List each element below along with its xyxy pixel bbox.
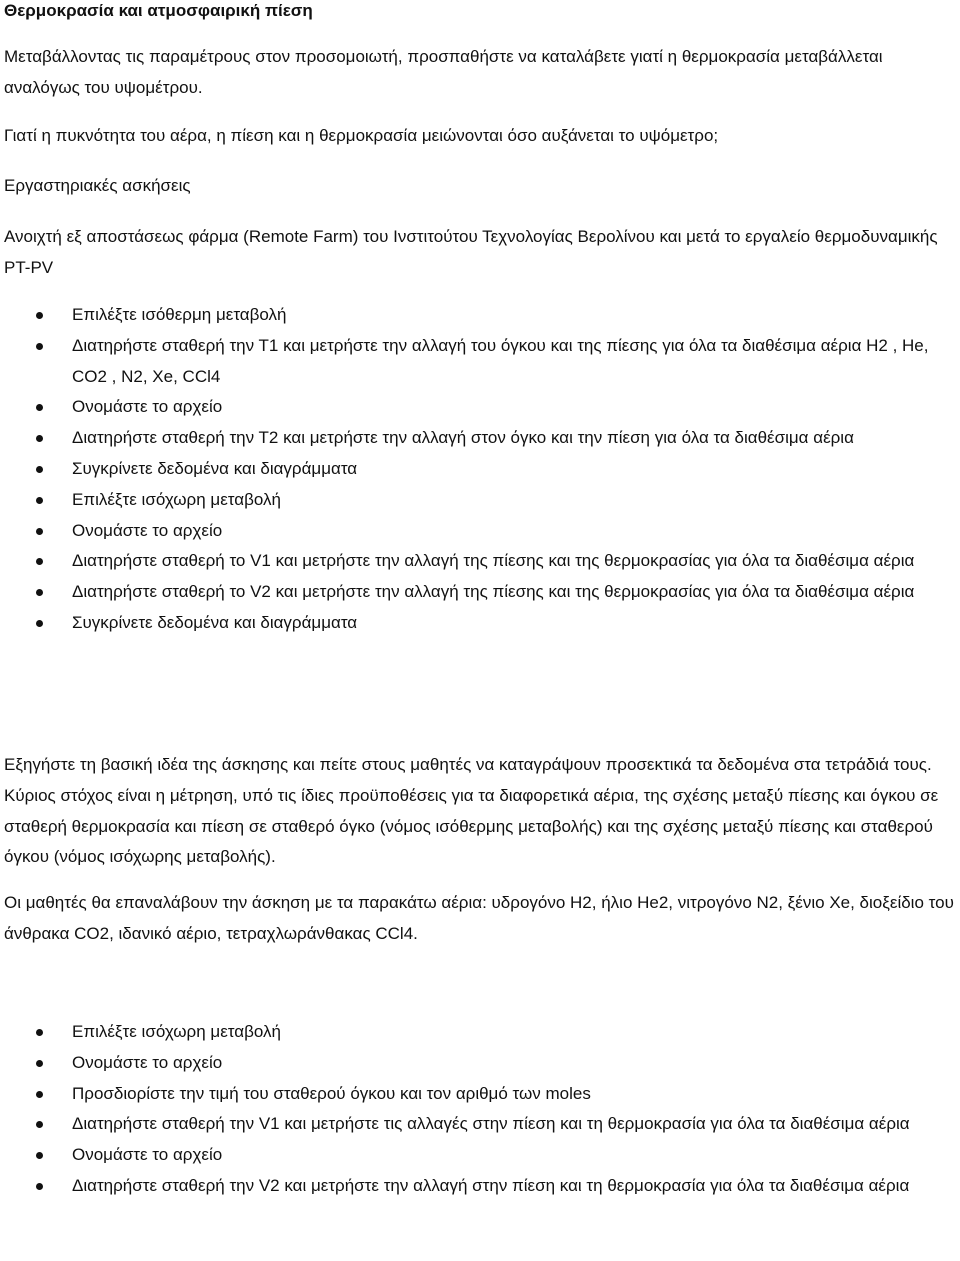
bullet-icon [36, 497, 43, 504]
list-item: Ονομάστε το αρχείο [0, 1140, 958, 1171]
bullet-icon [36, 620, 43, 627]
lab-intro-paragraph: Ανοιχτή εξ αποστάσεως φάρμα (Remote Farm) του Ινστιτούτου Τεχνολογίας Βερολίνου και μετά το εργαλείο θερμοδυναμικής PT-PV [4, 227, 938, 277]
bullet-icon [36, 1091, 43, 1098]
list-item: Ονομάστε το αρχείο [0, 516, 958, 547]
bullet-icon [36, 312, 43, 319]
list-item: Διατηρήστε σταθερή το V1 και μετρήστε την αλλαγή της πίεσης και της θερμοκρασίας για όλα τα διαθέσιμα αέρια [0, 546, 958, 577]
list-item: Διατηρήστε σταθερή το V2 και μετρήστε την αλλαγή της πίεσης και της θερμοκρασίας για όλα τα διαθέσιμα αέρια [0, 577, 958, 608]
list-item: Επιλέξτε ισόχωρη μεταβολή [0, 485, 958, 516]
lab-heading: Εργαστηριακές ασκήσεις [4, 176, 191, 195]
bullet-icon [36, 1060, 43, 1067]
list-item: Διατηρήστε σταθερή την V2 και μετρήστε την αλλαγή στην πίεση και τη θερμοκρασία για όλα τα διαθέσιμα αέρια [0, 1171, 958, 1202]
exercise-list-2 [0, 1017, 958, 1202]
bullet-icon [36, 343, 43, 350]
list-item: Επιλέξτε ισόθερμη μεταβολή [0, 300, 958, 331]
list-item: Προσδιορίστε την τιμή του σταθερού όγκου και τον αριθμό των moles [0, 1079, 958, 1110]
bullet-icon [36, 404, 43, 411]
bullet-icon [36, 1152, 43, 1159]
intro-paragraph: Μεταβάλλοντας τις παραμέτρους στον προσομοιωτή, προσπαθήστε να καταλάβετε γιατί η θερμοκρασία μεταβάλλεται αναλόγως του υψομέτρου. [4, 47, 883, 97]
bullet-icon [36, 1121, 43, 1128]
bullet-icon [36, 528, 43, 535]
bullet-icon [36, 435, 43, 442]
list-item: Ονομάστε το αρχείο [0, 392, 958, 423]
list-item: Επιλέξτε ισόχωρη μεταβολή [0, 1017, 958, 1048]
page-title: Θερμοκρασία και ατμοσφαιρική πίεση [4, 1, 313, 20]
bullet-icon [36, 1029, 43, 1036]
bullet-icon [36, 558, 43, 565]
list-item: Συγκρίνετε δεδομένα και διαγράμματα [0, 454, 958, 485]
list-item: Διατηρήστε σταθερή την V1 και μετρήστε τις αλλαγές στην πίεση και τη θερμοκρασία για όλα τα διαθέσιμα αέρια [0, 1109, 958, 1140]
bullet-icon [36, 466, 43, 473]
explanation-paragraph: Εξηγήστε τη βασική ιδέα της άσκησης και πείτε στους μαθητές να καταγράψουν προσεκτικά τα δεδομένα στα τετράδιά τους. Κύριος στόχος είναι η μέτρηση, υπό τις ίδιες προϋποθέσεις για τα διαφορετικά αέρια, της σχέσης μεταξύ πίεσης και όγκου σε σταθερή θερμοκρασία και πίεση σε σταθερό όγκο (νόμος ισόθερμης μεταβολής) και της σχέσης μεταξύ πίεσης και σταθερού όγκου (νόμος ισόχωρης μεταβολής). [4, 755, 939, 867]
list-item: Διατηρήστε σταθερή την Τ2 και μετρήστε την αλλαγή στον όγκο και την πίεση για όλα τα διαθέσιμα αέρια [0, 423, 958, 454]
bullet-icon [36, 1183, 43, 1190]
question-paragraph: Γιατί η πυκνότητα του αέρα, η πίεση και η θερμοκρασία μειώνονται όσο αυξάνεται το υψόμετρο; [4, 126, 719, 145]
bullet-icon [36, 589, 43, 596]
exercise-list-1 [0, 300, 958, 639]
list-item: Διατηρήστε σταθερή την Τ1 και μετρήστε την αλλαγή του όγκου και της πίεσης για όλα τα διαθέσιμα αέρια H2 , He, CO2 , N2, Xe, CCl4 [0, 331, 958, 393]
repeat-paragraph: Οι μαθητές θα επαναλάβουν την άσκηση με τα παρακάτω αέρια: υδρογόνο H2, ήλιο He2, νιτρογόνο N2, ξένιο Xe, διοξείδιο του άνθρακα CO2, ιδανικό αέριο, τετραχλωράνθακας CCl4. [4, 893, 954, 943]
list-item: Ονομάστε το αρχείο [0, 1048, 958, 1079]
list-item: Συγκρίνετε δεδομένα και διαγράμματα [0, 608, 958, 639]
